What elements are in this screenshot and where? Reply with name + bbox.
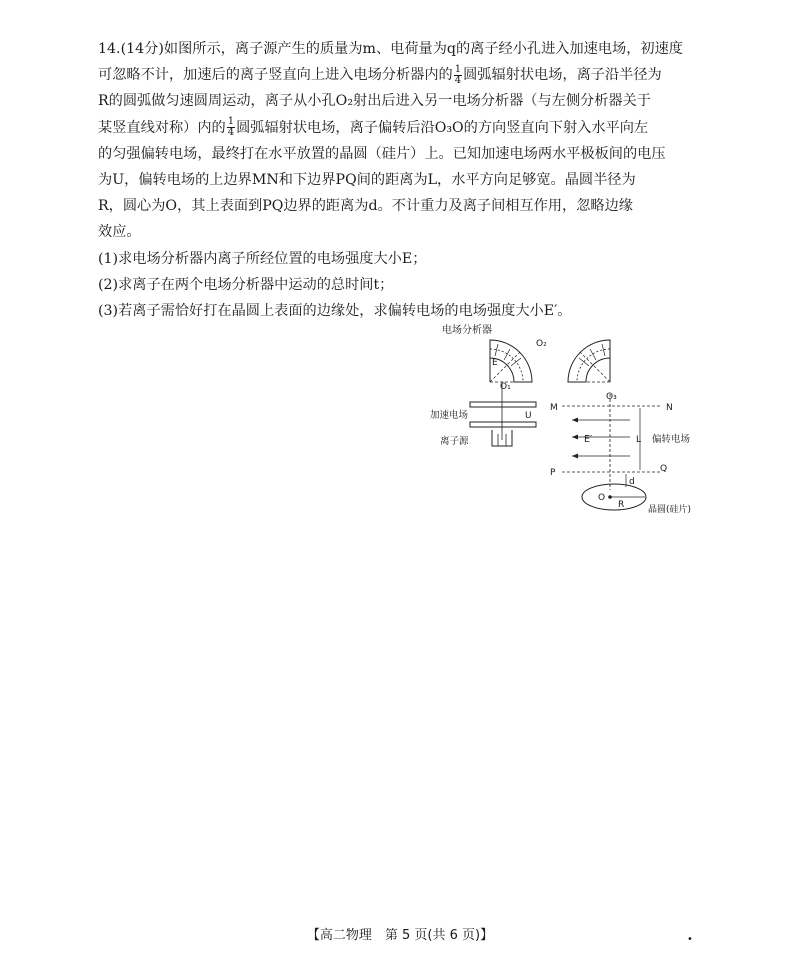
accel-label: 加速电场: [430, 410, 469, 421]
field-arrowhead: [572, 418, 578, 423]
O1-label: O₁: [500, 382, 511, 392]
question-2: (2)求离子在两个电场分析器中运动的总时间t；: [98, 276, 394, 293]
stem-line-8: 效应。: [98, 224, 141, 241]
field-arrow: [590, 349, 596, 360]
U-label: U: [525, 411, 532, 421]
O2-label: O₂: [536, 339, 547, 349]
stem-line-2: 可忽略不计，加速后的离子竖直向上进入电场分析器内的: [98, 67, 453, 84]
right-radius-d: [580, 352, 610, 382]
field-arrow: [495, 344, 498, 356]
stem-line-1: 如图所示，离子源产生的质量为m、电荷量为q的离子经小孔进入加速电场，初速度: [163, 41, 683, 57]
wafer-label: 晶圆(硅片): [648, 505, 692, 515]
O3-label: O₃: [606, 392, 617, 402]
stem-line-5: 的匀强偏转电场，最终打在水平放置的晶圆（硅片）上。已知加速电场两水平极板间的电压: [98, 145, 666, 162]
accel-plate-top: [470, 402, 536, 407]
field-arrow: [602, 344, 605, 356]
d-label: d: [629, 477, 635, 487]
problem-stem: [98, 36, 700, 246]
field-arrow: [504, 349, 510, 360]
corner-mark: •: [687, 934, 693, 945]
O-label: O: [598, 493, 606, 503]
R-label: R: [618, 500, 625, 510]
analyzer-label: 电场分析器: [442, 325, 492, 336]
stem-line-3: R的圆弧做匀速圆周运动，离子从小孔O₂射出后进入另一电场分析器（与左侧分析器关于: [98, 93, 651, 110]
stem-line-4: 某竖直线对称）内的: [98, 119, 226, 136]
problem-points: (14分): [120, 41, 164, 57]
right-analyzer-body: [568, 340, 610, 382]
question-3: (3)若离子需恰好打在晶圆上表面的边缘处，求偏转电场的电场强度大小E′。: [98, 303, 572, 320]
field-arrowhead: [572, 454, 578, 459]
fraction-quarter-2: $\frac{1}{4}$: [227, 116, 235, 139]
accel-plate-bottom: [470, 422, 536, 427]
apparatus-figure: [422, 322, 712, 522]
N-label: N: [666, 403, 673, 413]
L-label: L: [636, 435, 642, 445]
stem-line-7: R，圆心为O，其上表面到PQ边界的距离为d。不计重力及离子间相互作用，忽略边缘: [98, 198, 633, 215]
problem-14: [98, 36, 700, 324]
E-label: E: [492, 358, 498, 368]
question-1: (1)求电场分析器内离子所经位置的电场强度大小E；: [98, 250, 427, 267]
page-footer: 【高二物理 第 5 页(共 6 页)】: [306, 928, 494, 943]
stem-line-4b: 圆弧辐射状电场，离子偏转后沿O₃O的方向竖直向下射入水平向左: [236, 119, 649, 136]
fraction-quarter: $\frac{1}{4}$: [454, 63, 462, 86]
M-label: M: [550, 403, 558, 413]
apparatus-diagram: [422, 322, 712, 522]
field-arrowhead: [572, 435, 578, 440]
source-label: 离子源: [440, 436, 469, 447]
stem-line-6: 为U，偏转电场的上边界MN和下边界PQ间的距离为L，水平方向足够宽。晶圆半径为: [98, 172, 636, 189]
Q-label: Q: [660, 464, 668, 474]
P-label: P: [550, 468, 556, 478]
problem-number: 14.: [98, 41, 121, 57]
Eprime-label: E′: [584, 434, 593, 445]
stem-line-2b: 圆弧辐射状电场，离子沿半径为: [463, 67, 662, 84]
deflect-label: 偏转电场: [652, 434, 691, 445]
